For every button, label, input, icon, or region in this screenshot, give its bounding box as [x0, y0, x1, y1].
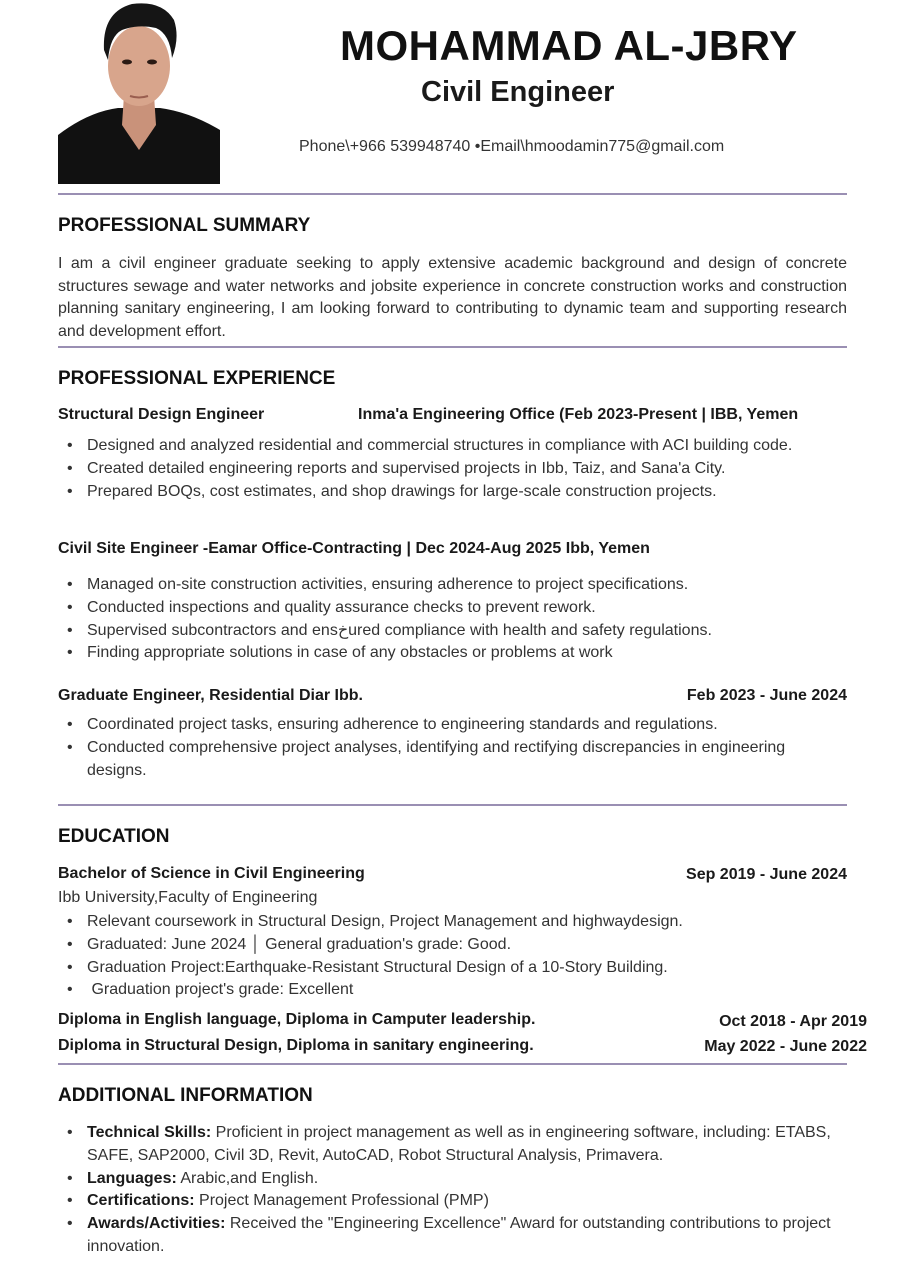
- list-item: • Finding appropriate solutions in case of any obstacles or problems at work: [87, 642, 827, 665]
- education-heading: EDUCATION: [58, 826, 170, 847]
- job-role: Graduate Engineer, Residential Diar Ibb.: [58, 687, 363, 704]
- additional-bullets: [58, 1122, 832, 1259]
- diploma-dates: Oct 2018 - Apr 2019: [719, 1013, 867, 1030]
- divider: [58, 1063, 847, 1065]
- list-item: • Designed and analyzed residential and commercial structures in compliance with ACI building code.: [87, 435, 827, 458]
- item-label: Certifications:: [87, 1192, 195, 1210]
- institution: Ibb University,Faculty of Engineering: [58, 889, 318, 906]
- summary-text: I am a civil engineer graduate seeking to apply extensive academic background and design of concrete structures sewage and water networks and jobsite experience in concrete construction works and construction planning sanitary engineering, I am looking forward to contributing to dynamic team and supporting research and development effort.: [58, 255, 847, 341]
- list-item: [87, 1122, 832, 1168]
- divider: [58, 804, 847, 806]
- item-label: Languages:: [87, 1169, 177, 1187]
- diploma-name: Diploma in English language, Diploma in Camputer leadership.: [58, 1011, 536, 1028]
- degree-dates: Sep 2019 - June 2024: [686, 866, 847, 883]
- list-item: • Managed on-site construction activities, ensuring adherence to project specifications.: [87, 574, 827, 597]
- summary-heading: PROFESSIONAL SUMMARY: [58, 215, 311, 236]
- person-portrait-icon: [58, 0, 220, 184]
- experience-heading: PROFESSIONAL EXPERIENCE: [58, 368, 336, 389]
- list-item: • Graduation Project:Earthquake-Resistant Structural Design of a 10-Story Building.: [87, 957, 827, 980]
- list-item: • Graduation project's grade: Excellent: [87, 979, 827, 1002]
- item-text: Received the "Engineering Excellence" Award for outstanding contributions to project innovation.: [87, 1215, 831, 1255]
- list-item: • Coordinated project tasks, ensuring adherence to engineering standards and regulations.: [87, 714, 827, 737]
- list-item: [87, 1168, 832, 1191]
- job-title: Civil Engineer: [421, 76, 615, 108]
- list-item: • Prepared BOQs, cost estimates, and shop drawings for large-scale construction projects.: [87, 481, 827, 504]
- job-bullets: [58, 574, 827, 665]
- list-item: [87, 1213, 832, 1259]
- additional-heading: ADDITIONAL INFORMATION: [58, 1085, 313, 1106]
- list-item: • Supervised subcontractors and ensخured compliance with health and safety regulations.: [87, 620, 827, 643]
- job-role: Structural Design Engineer: [58, 406, 265, 423]
- divider: [58, 346, 847, 348]
- education-bullets: [58, 911, 827, 1002]
- job-role: Civil Site Engineer -Eamar Office-Contracting | Dec 2024-Aug 2025 Ibb, Yemen: [58, 540, 650, 557]
- divider: [58, 193, 847, 195]
- list-item: • Conducted comprehensive project analyses, identifying and rectifying discrepancies in engineering designs.: [87, 737, 827, 783]
- list-item: • Conducted inspections and quality assurance checks to prevent rework.: [87, 597, 827, 620]
- candidate-name: MOHAMMAD AL-JBRY: [340, 22, 798, 69]
- job-bullets: [58, 435, 827, 503]
- item-text: Project Management Professional (PMP): [194, 1192, 489, 1210]
- job-bullets: [58, 714, 827, 782]
- job-dates: Feb 2023 - June 2024: [686, 687, 847, 704]
- list-item: • Relevant coursework in Structural Design, Project Management and highwaydesign.: [87, 911, 827, 934]
- diploma-name: Diploma in Structural Design, Diploma in sanitary engineering.: [58, 1037, 534, 1054]
- item-text: Proficient in project management as well as in engineering software, including: ETABS, SAFE, SAP2000, Civil 3D, Revit, AutoCAD, Robot Structural Analysis, Primavera.: [87, 1124, 831, 1164]
- job-details: Inma'a Engineering Office (Feb 2023-Present | IBB, Yemen: [358, 406, 799, 423]
- item-label: Technical Skills:: [87, 1124, 212, 1141]
- list-item: • Graduated: June 2024 │ General graduation's grade: Good.: [87, 934, 827, 957]
- item-label: Awards/Activities:: [87, 1215, 226, 1233]
- diploma-dates: May 2022 - June 2022: [704, 1038, 867, 1055]
- contact-info: Phone\+966 539948740 •Email\hmoodamin775@gmail.com: [299, 138, 725, 155]
- degree-name: Bachelor of Science in Civil Engineering: [58, 865, 365, 882]
- list-item: • Created detailed engineering reports and supervised projects in Ibb, Taiz, and Sana'a City.: [87, 458, 827, 481]
- item-text: Arabic,and English.: [176, 1169, 319, 1187]
- list-item: [87, 1190, 832, 1213]
- profile-photo: [58, 0, 220, 184]
